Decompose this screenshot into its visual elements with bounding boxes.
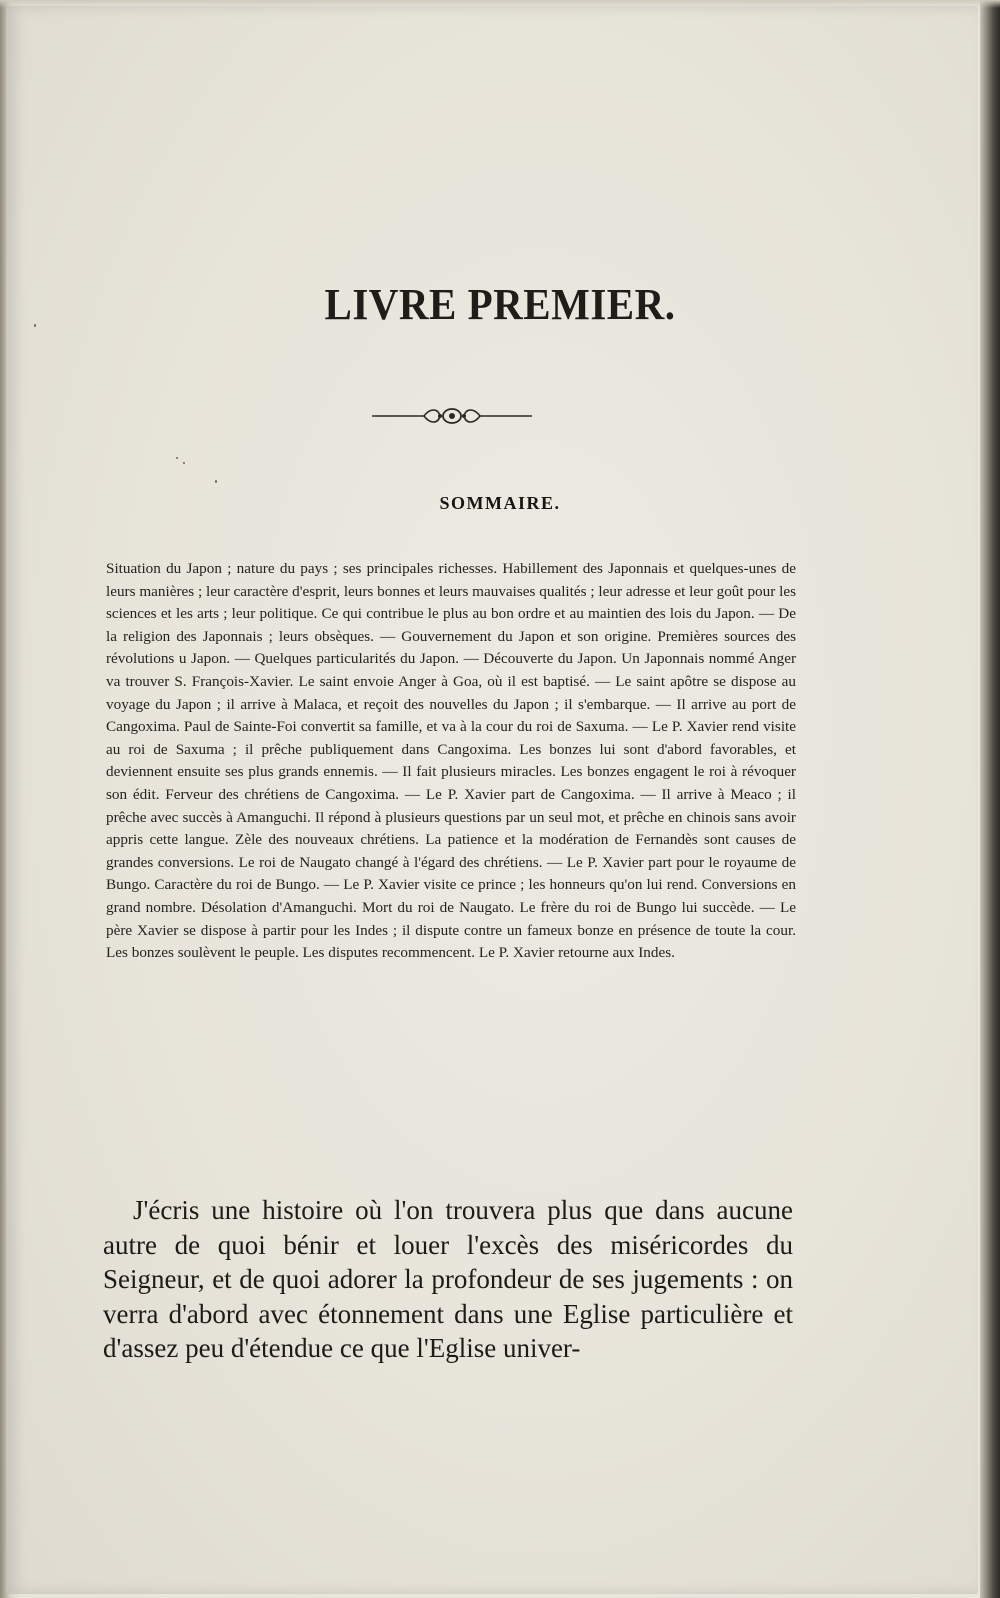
summary-paragraph: Situation du Japon ; nature du pays ; ses principales richesses. Habillement des Japonnais et quelques-unes de leurs manières ; leur caractère d'esprit, leurs bonnes et leurs mauvaises qualités ; leur adresse et leur goût pour les sciences et les arts ; leur politique. Ce qui contribue le plus au bon ordre et au maintien des lois du Japon. — De la religion des Japonnais ; leurs obsèques. — Gouvernement du Japon et son origine. Premières sources des révolutions u Japon. — Quelques particularités du Japon. — Découverte du Japon. Un Japonnais nommé Anger va trouver S. François-Xavier. Le saint envoie Anger à Goa, où il est baptisé. — Le saint apôtre se dispose au voyage du Japon ; il arrive à Malaca, et reçoit des nouvelles du Japon ; il s'embarque. — Il arrive au port de Cangoxima. Paul de Sainte-Foi convertit sa famille, et va à la cour du roi de Saxuma. — Le P. Xavier rend visite au roi de Saxuma ; il prêche publiquement dans Cangoxima. Les bonzes lui sont d'abord favorables, et deviennent ensuite ses plus grands ennemis. — Il fait plusieurs miracles. Les bonzes engagent le roi à révoquer son édit. Ferveur des chrétiens de Cangoxima. — Le P. Xavier part de Cangoxima. — Il arrive à Meaco ; il prêche avec succès à Amanguchi. Il répond à plusieurs questions par un seul mot, et prêche en chinois sans avoir appris cette langue. Zèle des nouveaux chrétiens. La patience et la modération de Fernandès sont causes de grandes conversions. Le roi de Naugato changé à l'égard des chrétiens. — Le P. Xavier part pour le royaume de Bungo. Caractère du roi de Bungo. — Le P. Xavier visite ce prince ; les honneurs qu'on lui rend. Conversions en grand nombre. Désolation d'Amanguchi. Mort du roi de Naugato. Le frère du roi de Bungo lui succède. — Le père Xavier se dispose à partir pour les Indes ; il dispute contre un fameux bonze en présence de toute la cour. Les bonzes soulèvent le peuple. Les disputes recommencent. Le P. Xavier retourne aux Indes. <box>106 560 796 962</box>
book-edge <box>980 0 1000 1598</box>
body-paragraph: J'écris une histoire où l'on trouvera plus que dans aucune autre de quoi bénir et louer l'excès des miséricordes du Seigneur, et de quoi adorer la profondeur de ses jugements : on verra d'abord avec étonnement dans une Eglise particulière et d'assez peu d'étendue ce que l'Eglise univer- <box>103 1195 793 1363</box>
summary-heading: SOMMAIRE. <box>439 493 561 513</box>
paper-speck <box>176 457 178 459</box>
paper-speck <box>183 462 185 464</box>
page-title: LIVRE PREMIER. <box>324 279 676 329</box>
decorative-ornament-icon <box>372 404 532 428</box>
paper-speck <box>215 480 217 483</box>
paper-speck <box>34 324 36 327</box>
